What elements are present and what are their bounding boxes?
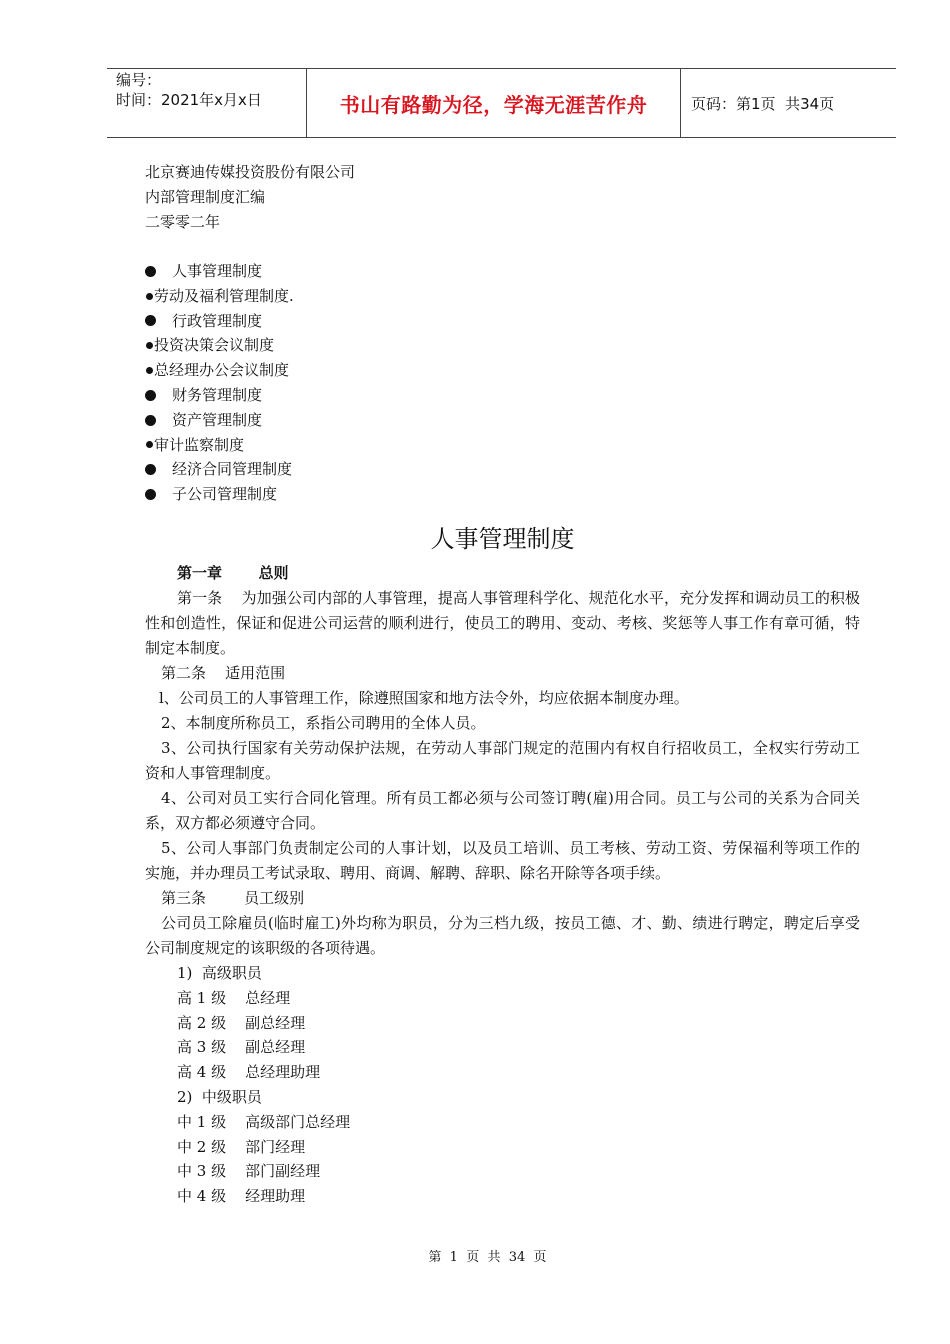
bullet-icon — [145, 464, 156, 475]
footer-page-number: 第 1 页 共 34 页 — [428, 1250, 547, 1265]
article-2-item: 3、公司执行国家有关劳动保护法规，在劳动人事部门规定的范围内有权自行招收员工，全权实行劳动工资和人事管理制度。 — [145, 738, 860, 782]
header-number-label: 编号： — [116, 71, 162, 89]
staff-level-line: 高 4 级 总经理助理 — [177, 1063, 321, 1082]
toc-item-label: 劳动及福利管理制度. — [154, 286, 294, 305]
bullet-icon — [145, 266, 156, 277]
page-footer — [0, 1246, 950, 1265]
cover-company: 北京赛迪传媒投资股份有限公司 — [145, 163, 356, 181]
bullet-icon — [146, 441, 153, 448]
staff-levels — [145, 961, 860, 1209]
article-2-item: 5、公司人事部门负责制定公司的人事计划，以及员工培训、员工考核、劳动工资、劳保福利等项工作的实施，并办理员工考试录取、聘用、商调、解聘、辞职、除名开除等各项手续。 — [145, 838, 860, 882]
article-1: 第一条 为加强公司内部的人事管理，提高人事管理科学化、规范化水平，充分发挥和调动员工的积极性和创造性，保证和促进公司运营的顺利进行，使员工的聘用、变动、考核、奖惩等人事工作有章可循，特制定本制度。 — [145, 588, 860, 657]
toc-item-label: 总经理办公会议制度 — [154, 361, 290, 380]
toc-item — [145, 259, 860, 284]
staff-level-line: 中 3 级 部门副经理 — [177, 1162, 321, 1181]
toc-item — [145, 482, 860, 507]
bullet-icon — [145, 315, 156, 326]
toc-item-label: 行政管理制度 — [172, 311, 263, 330]
header-motto: 书山有路勤为径，学海无涯苦作舟 — [307, 69, 681, 137]
toc-item — [145, 408, 860, 433]
bullet-icon — [145, 390, 156, 401]
staff-level-line: 中 2 级 部门经理 — [177, 1137, 306, 1156]
toc-item-label: 人事管理制度 — [172, 262, 263, 280]
bullet-icon — [145, 489, 156, 500]
toc-item — [145, 383, 860, 408]
toc-item — [145, 309, 860, 334]
toc-item — [145, 284, 860, 309]
article-3-title: 第三条 员工级别 — [161, 888, 305, 907]
document-body — [145, 160, 860, 1209]
section-title: 人事管理制度 — [430, 524, 575, 553]
toc-item-label: 审计监察制度 — [154, 435, 245, 454]
staff-level-line: 中 1 级 高级部门总经理 — [177, 1112, 351, 1131]
bullet-icon — [146, 342, 153, 349]
header-time-label: 时间：2021年x月x日 — [116, 91, 262, 109]
toc-item-label: 财务管理制度 — [172, 385, 263, 404]
toc-item-label: 经济合同管理制度 — [172, 460, 293, 479]
header-meta — [107, 69, 307, 137]
bullet-icon — [146, 293, 153, 300]
cover-year: 二零零二年 — [145, 213, 221, 231]
staff-level-line: 高 2 级 副总经理 — [177, 1013, 306, 1032]
article-3-text: 公司员工除雇员(临时雇工)外均称为职员，分为三档九级，按员工德、才、勤、绩进行聘定，聘定后享受公司制度规定的该职级的各项待遇。 — [145, 913, 860, 957]
article-2-item: l、公司员工的人事管理工作，除遵照国家和地方法令外，均应依据本制度办理。 — [159, 688, 689, 707]
article-2-item: 2、本制度所称员工，系指公司聘用的全体人员。 — [161, 713, 486, 732]
article-2-items — [145, 686, 860, 886]
staff-level-line: 1) 高级职员 — [177, 963, 262, 982]
page-header — [107, 68, 896, 138]
staff-level-line: 2) 中级职员 — [177, 1087, 262, 1106]
staff-level-line: 高 3 级 副总经理 — [177, 1038, 306, 1057]
toc-item-label: 资产管理制度 — [172, 410, 263, 429]
bullet-icon — [145, 415, 156, 426]
article-2-item: 4、公司对员工实行合同化管理。所有员工都必须与公司签订聘(雇)用合同。员工与公司的关系为合同关系，双方都必须遵守合同。 — [145, 788, 860, 832]
chapter-heading: 第一章 总则 — [177, 563, 289, 582]
toc-item — [145, 457, 860, 482]
bullet-icon — [146, 367, 153, 374]
staff-level-line: 高 1 级 总经理 — [177, 988, 291, 1007]
toc-item-label: 投资决策会议制度 — [154, 336, 275, 355]
header-page-info — [681, 69, 896, 137]
staff-level-line: 中 4 级 经理助理 — [177, 1187, 306, 1206]
header-page-info-text: 页码：第1页 共34页 — [691, 94, 835, 113]
article-2-title: 第二条 适用范围 — [161, 663, 286, 682]
toc-item — [145, 333, 860, 358]
toc-item — [145, 358, 860, 383]
toc-item-label: 子公司管理制度 — [172, 485, 278, 504]
table-of-contents — [145, 259, 860, 507]
toc-item — [145, 433, 860, 458]
cover-collection: 内部管理制度汇编 — [145, 188, 266, 206]
